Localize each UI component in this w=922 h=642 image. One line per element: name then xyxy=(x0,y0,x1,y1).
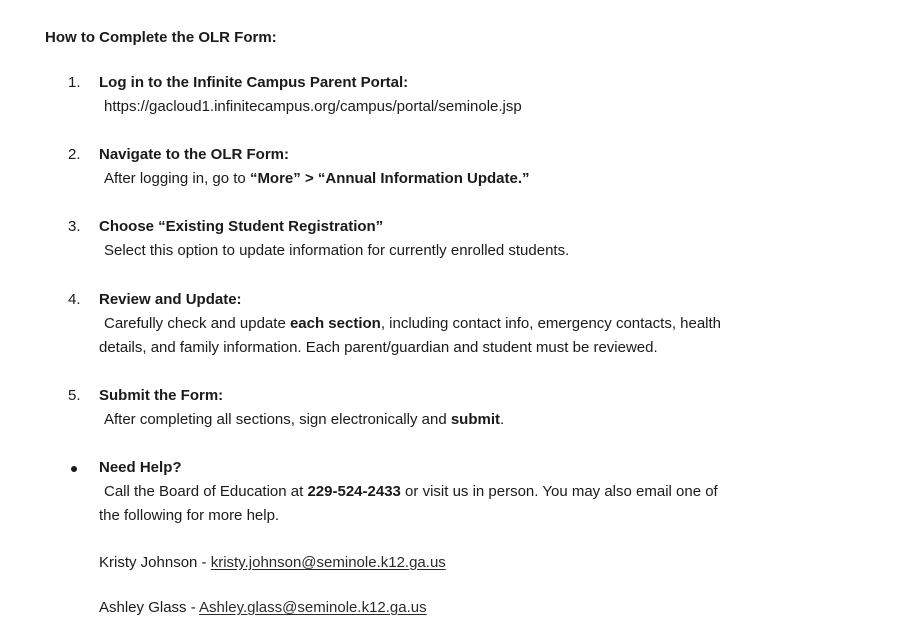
step-heading: Navigate to the OLR Form: xyxy=(99,146,290,163)
step-text-part: , including contact info, emergency contacts, health xyxy=(380,315,722,332)
email-link[interactable]: kristy.johnson@seminole.k12.ga.us xyxy=(210,554,446,571)
step-5 xyxy=(68,384,888,432)
step-4 xyxy=(68,288,888,360)
step-number: 3. xyxy=(68,218,81,235)
step-number: 5. xyxy=(68,387,81,404)
help-text-part: Call the Board of Education at xyxy=(104,483,308,500)
step-text xyxy=(99,408,888,432)
contact-name: Kristy Johnson - xyxy=(99,554,211,571)
step-text: Select this option to update information for currently enrolled students. xyxy=(104,242,570,259)
step-heading: Review and Update: xyxy=(99,291,242,308)
step-heading: Log in to the Infinite Campus Parent Portal: xyxy=(99,74,409,91)
step-text-part: Carefully check and update xyxy=(104,315,290,332)
portal-url[interactable]: https://gacloud1.infinitecampus.org/campus/portal/seminole.jsp xyxy=(104,98,522,115)
step-text-part: After completing all sections, sign electronically and xyxy=(104,411,451,428)
step-3 xyxy=(68,215,888,263)
step-text-part: . xyxy=(500,411,505,428)
contact-ashley-glass xyxy=(99,597,427,619)
step-1 xyxy=(68,71,888,119)
help-heading: Need Help? xyxy=(99,459,182,476)
step-text-part: After logging in, go to xyxy=(104,170,250,187)
step-text-line2: details, and family information. Each parent/guardian and student must be reviewed. xyxy=(99,339,658,356)
emphasis-submit: submit xyxy=(450,411,501,428)
help-text-line2: the following for more help. xyxy=(99,507,280,524)
phone-number: 229-524-2433 xyxy=(307,483,401,500)
menu-path: “More” > “Annual Information Update.” xyxy=(249,170,530,187)
help-section xyxy=(68,456,888,528)
step-number: 2. xyxy=(68,146,81,163)
bullet-icon xyxy=(71,466,77,472)
step-2 xyxy=(68,143,888,191)
contact-name: Ashley Glass - xyxy=(99,599,200,616)
step-heading: Submit the Form: xyxy=(99,387,224,404)
step-number: 4. xyxy=(68,291,81,308)
step-text xyxy=(99,312,888,336)
step-number: 1. xyxy=(68,74,81,91)
email-link[interactable]: Ashley.glass@seminole.k12.ga.us xyxy=(199,599,427,616)
step-text xyxy=(99,167,888,191)
emphasis-each-section: each section xyxy=(289,315,381,332)
step-heading: Choose “Existing Student Registration” xyxy=(99,218,384,235)
page-title: How to Complete the OLR Form: xyxy=(45,29,277,46)
help-text xyxy=(99,480,888,504)
contact-kristy-johnson xyxy=(99,552,446,574)
help-text-part: or visit us in person. You may also email one of xyxy=(400,483,718,500)
